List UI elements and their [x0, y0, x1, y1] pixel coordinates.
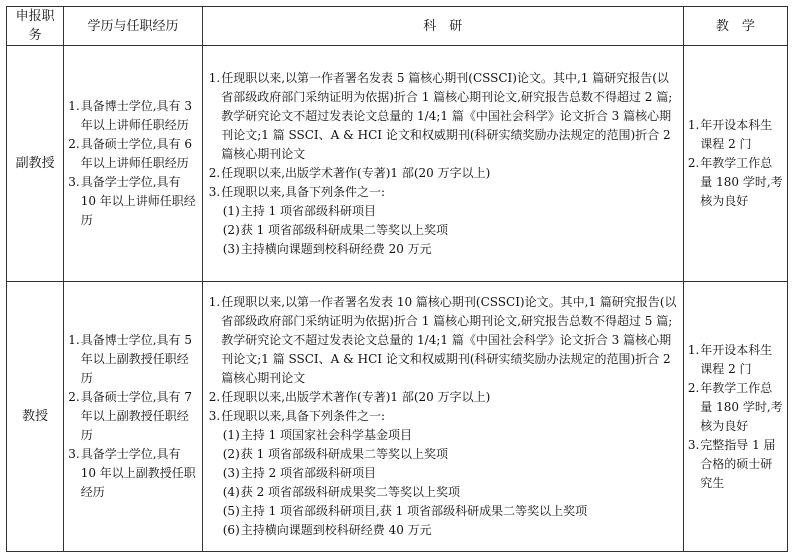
- item-text: 具备博士学位,具有 3 年以上讲师任职经历: [80, 99, 196, 132]
- research-list-item: [209, 445, 677, 464]
- item-text: 年开设本科生课程 2 门: [700, 118, 773, 151]
- item-number: (2): [222, 447, 240, 461]
- education-cell: [64, 46, 202, 282]
- item-number: (4): [222, 485, 240, 499]
- item-number: (2): [222, 222, 240, 237]
- item-text: 获 1 项省部级科研成果二等奖以上奖项: [240, 447, 449, 461]
- item-text: 具备硕士学位,具有 7 年以上副教授任职经历: [80, 390, 196, 442]
- item-text: 任现职以来,出版学术著作(专著)1 部(20 万字以上): [221, 390, 491, 404]
- header-education: 学历与任职经历: [64, 7, 202, 46]
- education-list-item: [68, 445, 197, 502]
- research-list-item: [209, 464, 677, 483]
- item-number: 3.: [208, 409, 221, 423]
- teaching-list: [688, 116, 783, 211]
- item-text: 任现职以来,以第一作者署名发表 10 篇核心期刊(CSSCI)论文。其中,1 篇研究报告(以省部级政府部门采纳证明为依据)折合 1 篇核心期刊论文,研究报告总数不得超过 5 篇;教学研究论文不超过发表论文总量的 1/4;1 篇《中国社会科学》论文折合 3 篇核心期刊论文;1 篇 SSCI、A & HCI 论文和权威期刊(科研实绩奖励办法规定的范围)折合 2 篇核心期刊论文: [221, 295, 677, 385]
- teaching-list-item: [688, 341, 783, 379]
- item-number: 2.: [208, 165, 221, 180]
- promotion-requirements-table: [6, 6, 788, 552]
- item-text: 任现职以来,具备下列条件之一:: [221, 184, 386, 199]
- item-number: 2.: [687, 380, 700, 395]
- header-position: 申报职务: [7, 7, 64, 46]
- header-row: [7, 7, 788, 46]
- position-cell: 教授: [7, 282, 64, 552]
- research-list: [209, 293, 677, 540]
- education-list: [68, 97, 197, 230]
- teaching-list: [688, 341, 783, 493]
- item-text: 主持横向课题到校科研经费 20 万元: [240, 241, 432, 256]
- item-text: 主持横向课题到校科研经费 40 万元: [240, 523, 432, 537]
- education-list: [68, 331, 197, 502]
- item-text: 获 2 项省部级科研成果奖二等奖以上奖项: [240, 485, 461, 499]
- teaching-list-item: [688, 116, 783, 154]
- research-list-item: [209, 183, 677, 202]
- research-cell: [202, 46, 683, 282]
- item-text: 主持 1 项省部级科研项目: [240, 203, 377, 218]
- teaching-list-item: [688, 154, 783, 211]
- research-list-item: [209, 221, 677, 240]
- teaching-list-item: [688, 379, 783, 436]
- teaching-list-item: [688, 436, 783, 493]
- item-number: 1.: [208, 295, 221, 309]
- item-text: 完整指导 1 届合格的硕士研究生: [700, 437, 776, 490]
- header-teaching: 教 学: [683, 7, 787, 46]
- item-text: 获 1 项省部级科研成果二等奖以上奖项: [240, 222, 449, 237]
- teaching-cell: [683, 46, 787, 282]
- research-list-item: [209, 483, 677, 502]
- item-number: 2.: [687, 156, 700, 170]
- item-text: 年教学工作总量 180 学时,考核为良好: [700, 156, 783, 208]
- item-number: 2.: [68, 137, 80, 151]
- item-text: 主持 1 项国家社会科学基金项目: [240, 428, 413, 442]
- teaching-cell: [683, 282, 787, 552]
- item-number: 3.: [68, 175, 80, 189]
- table-row: [7, 46, 788, 282]
- item-number: 2.: [208, 390, 221, 404]
- item-number: (1): [222, 203, 240, 218]
- education-list-item: [68, 135, 197, 173]
- item-text: 任现职以来,具备下列条件之一:: [221, 409, 386, 423]
- item-number: (3): [222, 241, 240, 256]
- research-list-item: [209, 502, 677, 521]
- item-number: 1.: [68, 99, 80, 113]
- item-number: (5): [222, 504, 240, 518]
- header-research: 科 研: [202, 7, 683, 46]
- item-text: 年教学工作总量 180 学时,考核为良好: [700, 380, 783, 433]
- item-number: 1.: [68, 333, 80, 347]
- research-list-item: [209, 164, 677, 183]
- item-number: 2.: [68, 390, 80, 404]
- research-list-item: [209, 521, 677, 540]
- item-text: 任现职以来,以第一作者署名发表 5 篇核心期刊(CSSCI)论文。其中,1 篇研究报告(以省部级政府部门采纳证明为依据)折合 1 篇核心期刊论文,研究报告总数不得超过 2 篇;教学研究论文不超过发表论文总量的 1/4;1 篇《中国社会科学》论文折合 3 篇核心期刊论文;1 篇 SSCI、A & HCI 论文和权威期刊(科研实绩奖励办法规定的范围)折合 2 篇核心期刊论文: [221, 70, 675, 161]
- item-text: 具备硕士学位,具有 6 年以上讲师任职经历: [80, 137, 196, 170]
- research-list-item: [209, 293, 677, 388]
- table-row: [7, 282, 788, 552]
- item-text: 任现职以来,出版学术著作(专著)1 部(20 万字以上): [221, 165, 491, 180]
- research-list-item: [209, 202, 677, 221]
- item-number: 3.: [208, 184, 221, 199]
- item-number: 3.: [687, 437, 700, 452]
- item-text: 具备博士学位,具有 5 年以上副教授任职经历: [80, 333, 196, 385]
- education-list-item: [68, 97, 197, 135]
- item-number: 3.: [68, 447, 80, 461]
- research-list-item: [209, 426, 677, 445]
- research-list-item: [209, 240, 677, 259]
- education-cell: [64, 282, 202, 552]
- item-number: (3): [222, 466, 240, 480]
- education-list-item: [68, 388, 197, 445]
- item-number: 1.: [208, 70, 221, 85]
- research-list-item: [209, 407, 677, 426]
- education-list-item: [68, 173, 197, 230]
- item-text: 具备学士学位,具有 10 年以上讲师任职经历: [80, 175, 196, 227]
- item-number: (6): [222, 523, 240, 537]
- education-list-item: [68, 331, 197, 388]
- research-list: [209, 69, 677, 259]
- research-list-item: [209, 388, 677, 407]
- research-cell: [202, 282, 683, 552]
- item-text: 主持 2 项省部级科研项目: [240, 466, 377, 480]
- position-cell: 副教授: [7, 46, 64, 282]
- item-text: 具备学士学位,具有 10 年以上副教授任职经历: [80, 447, 196, 499]
- item-number: 1.: [687, 342, 700, 357]
- item-text: 主持 1 项省部级科研项目,获 1 项省部级科研成果二等奖以上奖项: [240, 504, 588, 518]
- research-list-item: [209, 69, 677, 164]
- item-text: 年开设本科生课程 2 门: [700, 342, 773, 376]
- item-number: 1.: [687, 118, 700, 132]
- item-number: (1): [222, 428, 240, 442]
